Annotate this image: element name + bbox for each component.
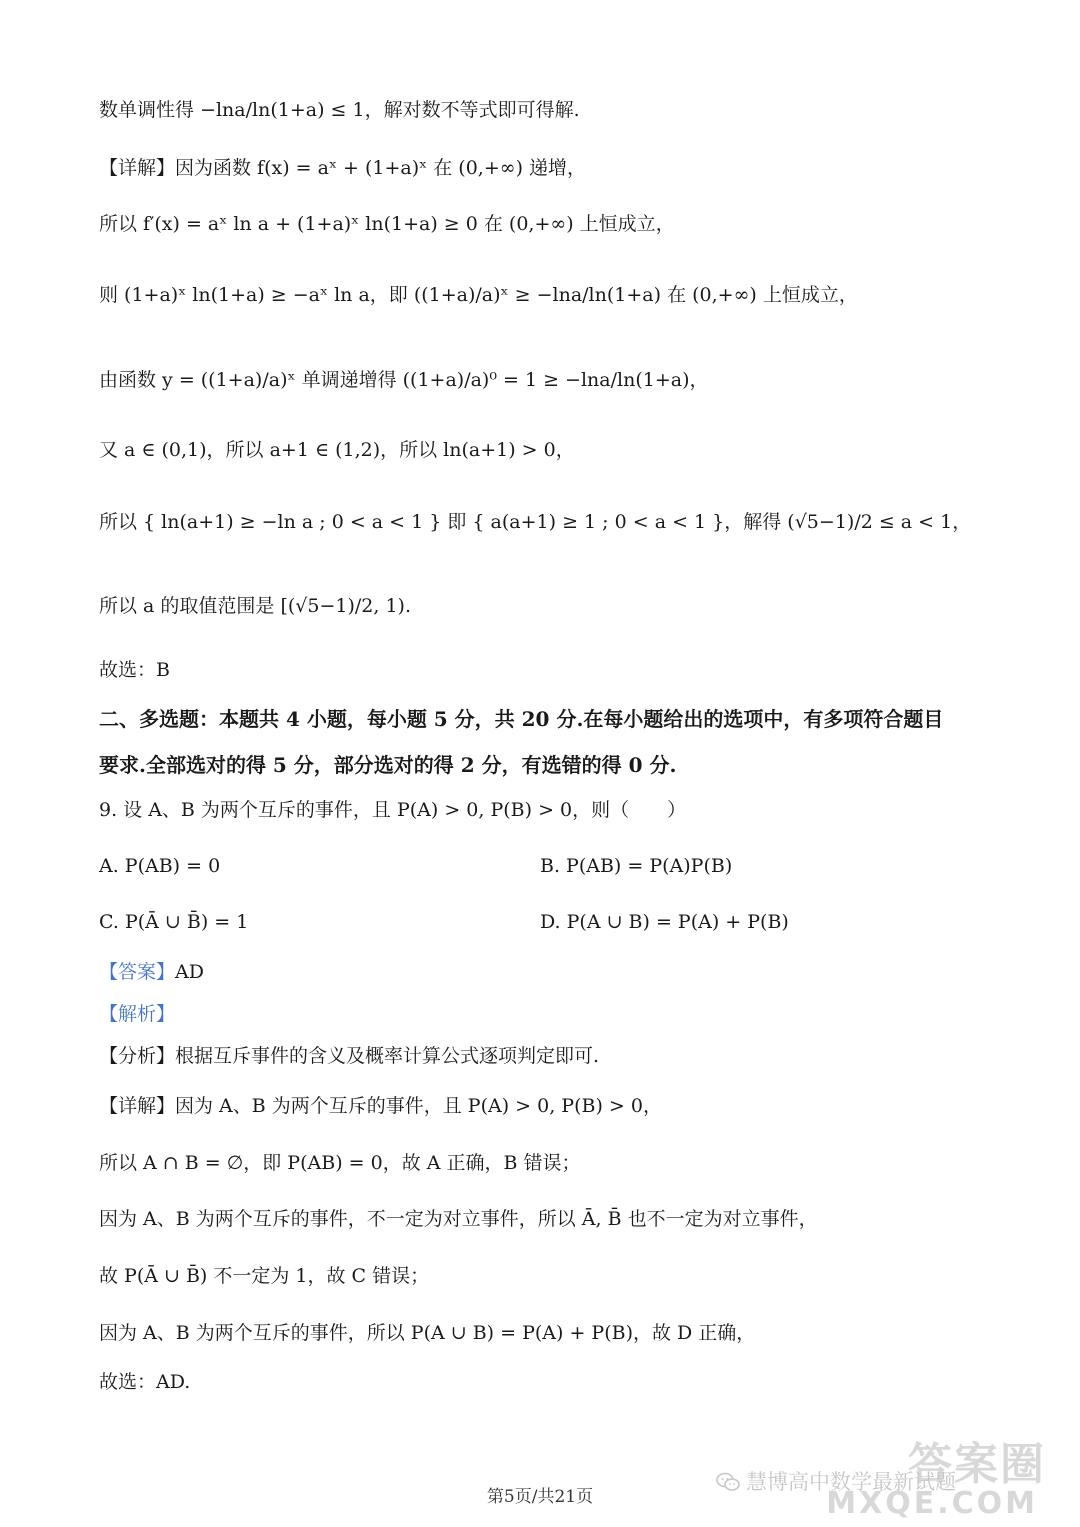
wechat-icon: [716, 1472, 740, 1492]
analysis-detail-5: 因为 A、B 为两个互斥的事件，所以 P(A ∪ B) = P(A) + P(B)，故 D 正确，: [99, 1322, 756, 1344]
text-line-9: 故选：B: [99, 659, 170, 681]
question-stem: 9. 设 A、B 为两个互斥的事件，且 P(A) > 0, P(B) > 0，则（ ）: [99, 799, 687, 821]
analysis-detail-1: 【详解】因为 A、B 为两个互斥的事件，且 P(A) > 0, P(B) > 0，: [99, 1095, 662, 1117]
option-a: A. P(AB) = 0: [99, 855, 221, 877]
option-d: D. P(A ∪ B) = P(A) + P(B): [540, 911, 789, 933]
answer-label: 【答案】: [99, 961, 176, 983]
watermark-site: MXQE.COM: [826, 1486, 1038, 1521]
watermark-account-name: 慧博高中数学最新试题: [746, 1470, 956, 1494]
text-line-3: 所以 f′(x) = aˣ ln a + (1+a)ˣ ln(1+a) ≥ 0 在 (0,+∞) 上恒成立，: [99, 213, 675, 235]
analysis-detail-6: 故选：AD.: [99, 1371, 191, 1393]
text-line-6: 又 a ∈ (0,1)，所以 a+1 ∈ (1,2)，所以 ln(a+1) > 0，: [99, 439, 575, 461]
answer-value: AD: [175, 961, 204, 983]
watermark-account: [716, 1466, 956, 1496]
text-line-1: 数单调性得 −lna/ln(1+a) ≤ 1，解对数不等式即可得解.: [99, 99, 580, 121]
option-b: B. P(AB) = P(A)P(B): [540, 855, 733, 877]
analysis-fenxi: 【分析】根据互斥事件的含义及概率计算公式逐项判定即可.: [99, 1045, 600, 1067]
page-number: 第5页/共21页: [486, 1487, 594, 1507]
analysis-detail-3: 因为 A、B 为两个互斥的事件，不一定为对立事件，所以 Ā, B̄ 也不一定为对立事件，: [99, 1208, 818, 1230]
watermark: [716, 1428, 1046, 1524]
text-line-2: 【详解】因为函数 f(x) = aˣ + (1+a)ˣ 在 (0,+∞) 递增，: [99, 157, 587, 179]
text-line-7: 所以 { ln(a+1) ≥ −ln a ; 0 < a < 1 } 即 { a(a+1) ≥ 1 ; 0 < a < 1 }，解得 (√5−1)/2 ≤ a < 1，: [99, 511, 972, 533]
option-c: C. P(Ā ∪ B̄) = 1: [99, 911, 249, 933]
text-line-5: 由函数 y = ((1+a)/a)ˣ 单调递增得 ((1+a)/a)⁰ = 1 ≥ −lna/ln(1+a)，: [99, 369, 709, 391]
section-heading-line-2: 要求.全部选对的得 5 分，部分选对的得 2 分，有选错的得 0 分.: [99, 753, 677, 777]
watermark-logo: 答案圈: [908, 1439, 1046, 1490]
analysis-label: 【解析】: [99, 1003, 176, 1025]
analysis-detail-2: 所以 A ∩ B = ∅，即 P(AB) = 0，故 A 正确，B 错误；: [99, 1152, 581, 1174]
text-line-4: 则 (1+a)ˣ ln(1+a) ≥ −aˣ ln a，即 ((1+a)/a)ˣ ≥ −lna/ln(1+a) 在 (0,+∞) 上恒成立，: [99, 284, 858, 306]
answer-row: [99, 958, 204, 986]
text-line-8: 所以 a 的取值范围是 [(√5−1)/2, 1).: [99, 595, 411, 617]
analysis-detail-4: 故 P(Ā ∪ B̄) 不一定为 1，故 C 错误；: [99, 1265, 430, 1287]
section-heading-line-1: 二、多选题：本题共 4 小题，每小题 5 分，共 20 分.在每小题给出的选项中，有多项符合题目: [99, 707, 944, 731]
